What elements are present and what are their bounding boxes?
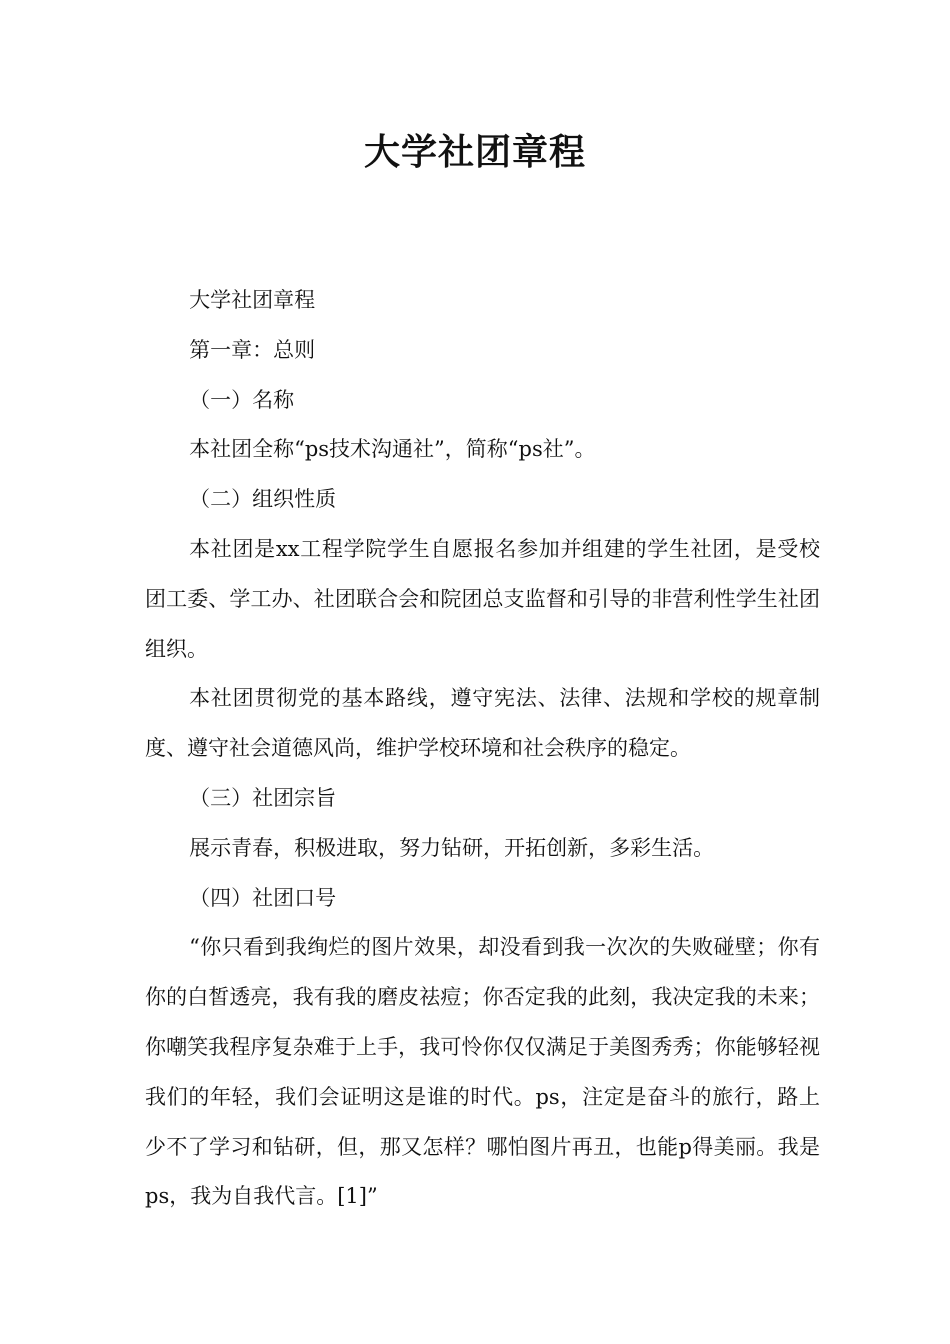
paragraph-section-nature: （二）组织性质: [189, 487, 337, 512]
paragraph-name-text: 本社团全称“ps技术沟通社”，简称“ps社”。: [189, 437, 596, 462]
paragraph-section-slogan: （四）社团口号: [189, 885, 337, 910]
paragraph-chapter-title: 第一章：总则: [189, 337, 316, 362]
document-title: 大学社团章程: [363, 132, 586, 173]
paragraph-nature-text-2: 本社团贯彻党的基本路线，遵守宪法、法律、法规和学校的规章制度、遵守社会道德风尚，维护学校环境和社会秩序的稳定。: [145, 686, 820, 761]
paragraph-section-name: （一）名称: [189, 387, 295, 412]
paragraph-nature-text-1: 本社团是xx工程学院学生自愿报名参加并组建的学生社团，是受校团工委、学工办、社团联合会和院团总支监督和引导的非营利性学生社团组织。: [145, 536, 820, 661]
paragraph-section-purpose: （三）社团宗旨: [189, 785, 337, 810]
paragraph-heading: 大学社团章程: [189, 288, 316, 312]
paragraph-slogan-text: “你只看到我绚烂的图片效果，却没看到我一次次的失败碰壁；你有你的白皙透亮，我有我的磨皮祛痘；你否定我的此刻，我决定我的未来；你嘲笑我程序复杂难于上手，我可怜你仅仅满足于美图秀秀；你能够轻视我们的年轻，我们会证明这是谁的时代。ps，注定是奋斗的旅行，路上少不了学习和钻研，但，那又怎样？哪怕图片再丑，也能p得美丽。我是ps，我为自我代言。[1]”: [145, 935, 820, 1209]
paragraph-purpose-text: 展示青春，积极进取，努力钻研，开拓创新，多彩生活。: [189, 835, 715, 860]
document-body: [145, 276, 820, 1222]
